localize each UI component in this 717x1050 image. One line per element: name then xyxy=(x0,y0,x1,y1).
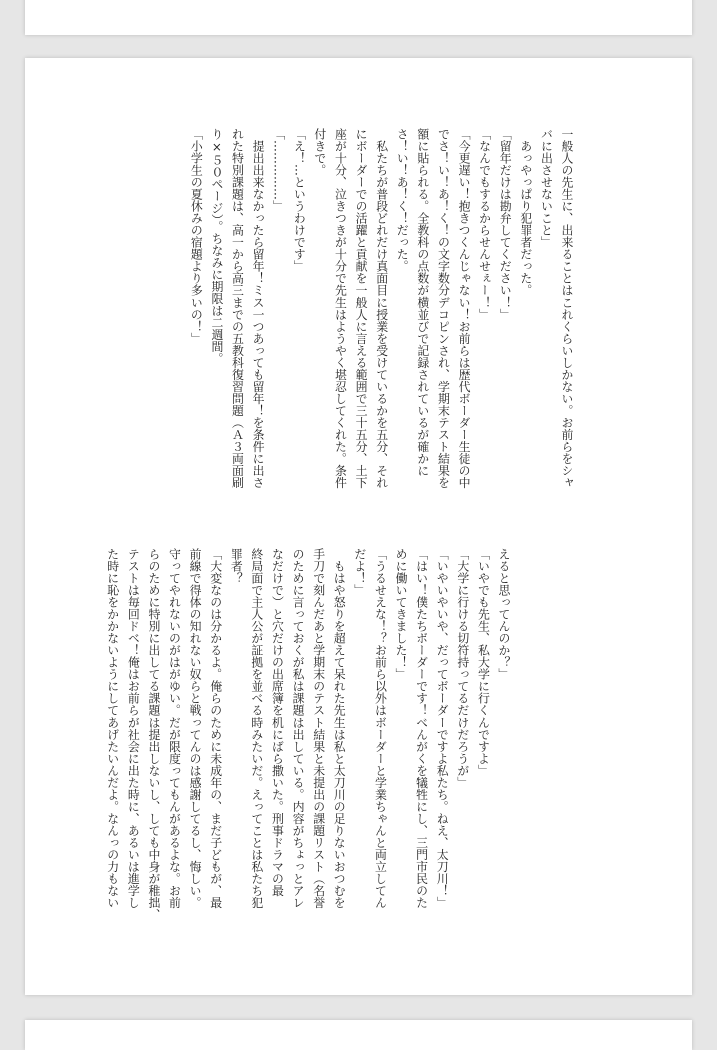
text-line: り×５０ページ）。ちなみに期限は二週間。 xyxy=(209,128,224,365)
text-line: た時に恥をかかないようにしてあげたいんだよ。なんっの力もない xyxy=(105,548,120,909)
text-line: 「大変なのは分かるよ。俺らのために未成年の、まだ子どもが、最 xyxy=(208,548,223,909)
text-line: 私たちが普段どれだけ真面目に授業を受けているかを五分、それ xyxy=(374,128,389,489)
text-line: なだけで）と穴だけの出席簿を机にばら撒いた。刑事ドラマの最 xyxy=(270,548,285,897)
text-line: 「え！…というわけです」 xyxy=(292,128,307,273)
text-line: あっやっぱり犯罪者だった。 xyxy=(518,128,533,297)
previous-page xyxy=(25,0,692,35)
text-line: もはや怒りを超えて呆れた先生は私と太刀川の足りないおつむを xyxy=(332,548,347,909)
text-line: 「いやでも先生、私大学に行くんですよ」 xyxy=(476,548,491,777)
text-line: テストは毎回ドベ！俺はお前らが社会に出た時に、あるいは進学し xyxy=(126,548,141,909)
text-line: 終局面で主人公が証拠を並べる時みたいだ。えってことは私たち犯 xyxy=(249,548,264,909)
text-block-upper xyxy=(186,128,577,528)
text-line: 提出出来なかったら留年！ミス一つあっても留年！を条件に出さ xyxy=(251,128,266,489)
text-line: バに出させないこと」 xyxy=(539,128,554,249)
text-block-lower xyxy=(102,548,514,948)
text-line: 「大学に行ける切符持ってるだけだろうが」 xyxy=(455,548,470,789)
text-line: 「いやいやいや、だってボーダーですよ私たち。ねえ、太刀川！」 xyxy=(435,548,450,909)
text-line: でさ！い！あ！く！の文字数分デコピンされ、学期末テスト結果を xyxy=(436,128,451,489)
text-line: 「留年だけは勘弁してください！」 xyxy=(498,128,513,321)
text-line: 「今更遅い！抱きつくんじゃない！お前らは歴代ボーダー生徒の中 xyxy=(457,128,472,489)
text-line: 守ってやれないのがはがゆい。だが限度ってもんがあるよな。お前 xyxy=(167,548,182,909)
text-line: 「うるせえな！？お前ら以外はボーダーと学業ちゃんと両立してん xyxy=(373,548,388,909)
document-page xyxy=(25,58,692,995)
text-line: 手刀で刻んだあと学期末のテスト結果と未提出の課題リスト（名誉 xyxy=(311,548,326,909)
text-line: れた特別課題は、高一から高三までの五教科復習問題（Ａ３両面刷 xyxy=(230,128,245,489)
text-line: えると思ってんのか？」 xyxy=(497,548,511,681)
text-line: のために言っておくが私は課題は出している。内容がちょっとアレ xyxy=(291,548,306,909)
text-line: 「……………」 xyxy=(271,128,286,213)
text-line: 額に貼られる。全教科の点数が横並びで記録されているが確かに xyxy=(415,128,430,477)
text-line: 「なんでもするからせんせぇー！」 xyxy=(477,128,492,321)
text-line: 一般人の先生に、出来ることはこれくらいしかない。お前らをシャ xyxy=(560,128,574,489)
text-line: らのために特別に出してる課題は提出しないし、しても中身が稚拙、 xyxy=(146,548,161,921)
text-line: 座が十分、泣きつきが十分で先生はようやく堪忍してくれた。条件 xyxy=(333,128,348,489)
text-line: 前線で得体の知れない奴らと戦ってんのは感謝してるし、悔しい。 xyxy=(188,548,203,909)
text-line: 付きで。 xyxy=(312,128,327,177)
text-line: 罪者？ xyxy=(229,548,244,585)
text-line: めに働いてきました！」 xyxy=(394,548,409,681)
text-line: だよ！」 xyxy=(352,548,367,597)
text-line: さ！い！あ！く！だった。 xyxy=(395,128,410,273)
text-line: にボーダーでの活躍と貢献を一般人に言える範囲で三十五分、土下 xyxy=(354,128,369,489)
next-page xyxy=(25,1020,692,1050)
text-line: 「小学生の夏休みの宿題より多いの！」 xyxy=(189,128,204,345)
text-line: 「はい！僕たちボーダーです！べんがくを犠牲にし、三門市民のた xyxy=(414,548,429,909)
